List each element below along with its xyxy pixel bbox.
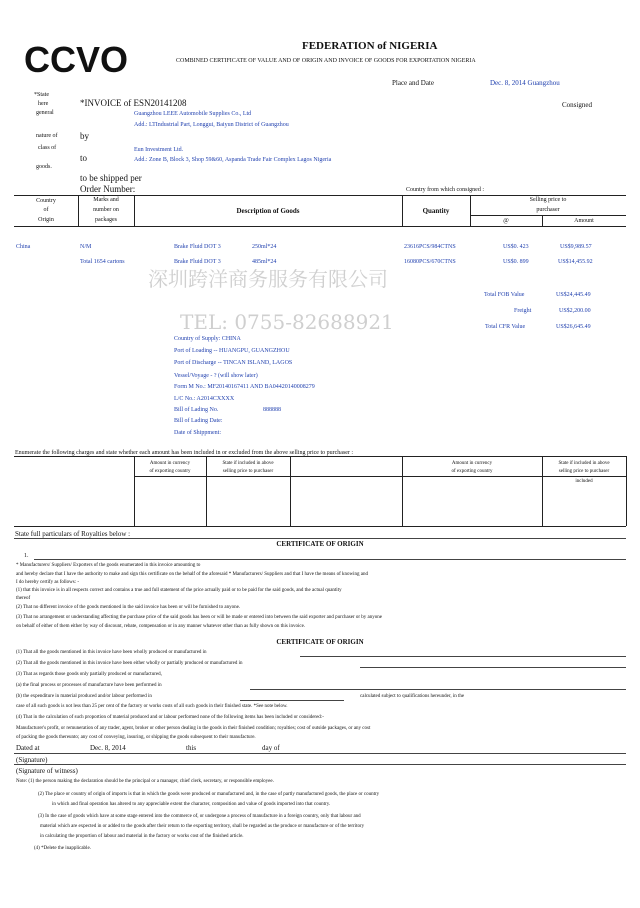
cert1-line-1: * Manufacturers/ Suppliers/ Exporters of the goods enumerated in this invoice amounting to (16, 563, 201, 568)
th-selling-2: purchaser (536, 207, 560, 213)
royalties-label: State full particulars of Royalties below : (15, 530, 131, 538)
cert2-line-3b: (b) the expenditure in material produced and/or labour performed in (16, 694, 152, 699)
row2-quantity: 16080PCS/670CTNS (404, 259, 456, 265)
federation-title: FEDERATION of NIGERIA (302, 40, 438, 52)
th-amount: Amount (574, 218, 594, 224)
charges-amount-currency-2: of exporting country (149, 469, 191, 474)
ship-port-discharge: Port of Discharge -- TINCAN ISLAND, LAGOS (174, 360, 293, 366)
dated-at-label: Dated at (16, 744, 40, 752)
row2-price: US$0. 899 (503, 259, 529, 265)
ship-bl-no: Bill of Lading No. (174, 407, 219, 413)
freight-label: Freight (514, 308, 532, 314)
note-2b: in which and final operation has altered to any appreciable extent the character, composition and value of goods imported into that country. (52, 802, 331, 807)
th-quantity: Quantity (422, 207, 450, 215)
state-general-3: general (36, 110, 54, 116)
charges-included: included (575, 479, 593, 484)
ship-bl-number: 888888 (263, 407, 281, 413)
invoice-of: *INVOICE of ESN20141208 (80, 98, 187, 108)
row1-size: 250ml*24 (252, 244, 277, 250)
cert2-calc-text: calculated subject to qualifications hereunder, in the (360, 694, 465, 699)
dated-at-value: Dec. 8, 2014 (90, 744, 126, 752)
ship-vessel: Vessel/Voyage - ? (will show later) (174, 373, 258, 379)
row1-amount: US$9,989.57 (560, 244, 592, 250)
cert1-title: CERTIFICATE OF ORIGIN (276, 540, 364, 548)
order-number: Order Number: (80, 184, 136, 194)
cert1-line-5: thereof (16, 596, 31, 601)
th-selling-1: Selling price to (529, 197, 567, 203)
cfr-label: Total CFR Value (485, 324, 526, 330)
th-marks-1: Marks and (93, 197, 119, 203)
charges-state-included-1: State if included in above (222, 461, 274, 466)
charges-state-included-2: selling price to purchaser (222, 469, 274, 474)
th-country-1: Country (36, 198, 56, 204)
watermark-tel: TEL: 0755-82688921 (180, 310, 394, 334)
nature-3: goods. (36, 164, 52, 170)
country-consigned: Country from which consigned : (406, 187, 484, 193)
th-description: Description of Goods (236, 207, 300, 215)
row1-marks: N/M (80, 244, 92, 250)
day-of-label: day of (262, 744, 280, 752)
cert2-line-3a: (a) the final process or processes of manufacture have been performed in (16, 683, 162, 688)
by-label: by (80, 131, 89, 141)
th-marks-2: number on (93, 207, 119, 213)
fob-label: Total FOB Value (484, 292, 525, 298)
cert1-line-7: (3) That no arrangement or understanding affecting the purchase price of the said goods has been or will be made or entered into between the said exporter and purchaser or by anyone (16, 615, 382, 620)
row1-country: China (16, 244, 31, 250)
shipper-address: Add.: LTIndustrial Part, Longgui, Baiyun District of Guangzhou (134, 122, 289, 128)
state-general-1: *State (34, 92, 49, 98)
th-marks-3: packages (95, 217, 117, 223)
consignee-address: Add.: Zone B, Block 3, Shop 59&60, Aspanda Trade Fair Complex Lagos Nigeria (134, 157, 332, 163)
fob-value: US$24,445.49 (556, 292, 591, 298)
note-2: (2) The place or country of origin of imports is that in which the goods were produced or manufactured and, in the case of partly manufactured goods, the place or country (38, 792, 380, 797)
cfr-value: US$26,645.49 (556, 324, 591, 330)
ship-bl-date: Bill of Lading Date: (174, 418, 223, 424)
cert1-line-8: on behalf of either of them either by way of discount, rebate, compensation or in any manner whatever other than as fully shown on this invoice. (16, 624, 306, 629)
cert2-line-1: (1) That all the goods mentioned in this invoice have been wholly produced or manufactured in (16, 650, 207, 655)
state-general-2: here (38, 101, 49, 107)
note-1: Note: (1) the person making the declaration should be the principal or a manager, chief clerk, secretary, or responsible employee. (16, 779, 274, 784)
cert2-line-3c: case of all such goods is not less than 25 per cent of the factory or works costs of all such goods in their finished state. *See note below. (16, 704, 288, 709)
ship-port-loading: Port of Loading -- HUANGPU, GUANGZHOU (174, 348, 290, 354)
cert2-line-4: (4) That in the calculation of such proportion of material produced and or labour performed none of the following items has been included or considered:- (16, 715, 324, 720)
nature-1: nature of (36, 133, 58, 139)
row1-price: US$0. 423 (503, 244, 529, 250)
ship-country-supply: Country of Supply: CHINA (174, 336, 241, 342)
charges-amount-currency2-2: of exporting country (451, 469, 493, 474)
form-subtitle: COMBINED CERTIFICATE OF VALUE AND OF ORIGIN AND INVOICE OF GOODS FOR EXPORTATION NIGERIA (176, 58, 476, 64)
row1-description: Brake Fluid DOT 3 (174, 244, 221, 250)
consigned-label: Consigned (562, 101, 592, 109)
ship-form-m: Form M No.: MF20140167411 AND BA04420140008279 (174, 384, 315, 390)
freight-value: US$2,200.00 (559, 308, 591, 314)
cert2-line-2: (2) That all the goods mentioned in this invoice have been either wholly or partially produced or manufactured in (16, 661, 243, 666)
cert1-line-2: and hereby declare that I have the authority to make and sign this certificate on the behalf of the aforesaid * Manufacturers/ Suppliers and that I have the means of knowing and (16, 572, 368, 577)
note-3: (3) In the case of goods which have at some stage entered into the commerce of, or undergone a process of manufacture in a foreign country, only that labour and (38, 814, 361, 819)
to-label: to (80, 153, 88, 163)
cert1-num: 1. (24, 553, 29, 559)
charges-state-included2-1: State if included in above (558, 461, 610, 466)
cert2-line-3: (3) That as regards those goods only partially produced or manufactured, (16, 672, 162, 677)
nature-2: class of (38, 145, 57, 151)
th-at: @ (503, 218, 509, 224)
row2-size: 485ml*24 (252, 259, 277, 265)
ship-date: Date of Shippment: (174, 430, 221, 436)
cert1-line-6: (2) That no different invoice of the goods mentioned in the said invoice has been or will be furnished to anyone. (16, 605, 241, 610)
row2-marks: Total 1654 cartons (80, 259, 125, 265)
shipper-name: Guangzhou LEEE Automobile Supplies Co., Ltd (134, 111, 252, 117)
this-label: this (186, 744, 197, 752)
note-3b: material which are expected in or added to the goods after their return to the exporting territory, shall be regarded as the produce or manufacture or of the territory (40, 824, 365, 829)
cert2-line-4a: Manufacturer's profit, or remuneration of any trader, agent, broker or other person dealing in the goods in their finished condition; royalties; cost of outside packages, or any cost (16, 726, 371, 731)
th-country-2: of (43, 207, 49, 213)
consignee-name: Eun Investment Ltd. (134, 147, 184, 153)
th-country-3: Origin (38, 217, 54, 223)
note-3c: in calculating the proportion of labour and material in the factory or works cost of the finished article. (40, 834, 244, 839)
cert1-line-4: (1) that this invoice is in all respects correct and contains a true and full statement of the price actually paid or to be paid for the said goods, and the actual quantity (16, 588, 342, 593)
ship-lc-no: L/C No.: A2014CXXXX (174, 396, 235, 402)
row1-quantity: 23616PCS/984CTNS (404, 244, 456, 250)
charges-intro: Enumerate the following charges and state whether each amount has been included in or excluded from the above selling price to purchaser : (15, 450, 354, 456)
watermark-company: 深圳跨洋商务服务有限公司 (148, 267, 388, 291)
ccvo-logo: CCVO (24, 39, 129, 80)
note-4: (4) *Delete the inapplicable. (34, 846, 91, 851)
signature-label: (Signature) (16, 756, 48, 764)
shipped-per: to be shipped per (80, 173, 142, 183)
charges-state-included2-2: selling price to purchaser (558, 469, 610, 474)
charges-amount-currency-1: Amount in currency (149, 461, 191, 466)
signature-witness-label: (Signature of witness) (16, 767, 78, 775)
place-date-value: Dec. 8, 2014 Guangzhou (490, 79, 560, 87)
cert2-line-4b: of packing the goods thereunto; any cost of conveying, insuring, or shipping the goods subsequent to their manufacture. (16, 735, 256, 740)
row2-description: Brake Fluid DOT 3 (174, 259, 221, 265)
row2-amount: US$14,455.92 (558, 259, 593, 265)
place-date-label: Place and Date (392, 79, 434, 87)
cert2-title: CERTIFICATE OF ORIGIN (276, 638, 364, 646)
charges-amount-currency2-1: Amount in currency (451, 461, 493, 466)
cert1-line-3: I do hereby certify as follows: - (16, 580, 80, 585)
